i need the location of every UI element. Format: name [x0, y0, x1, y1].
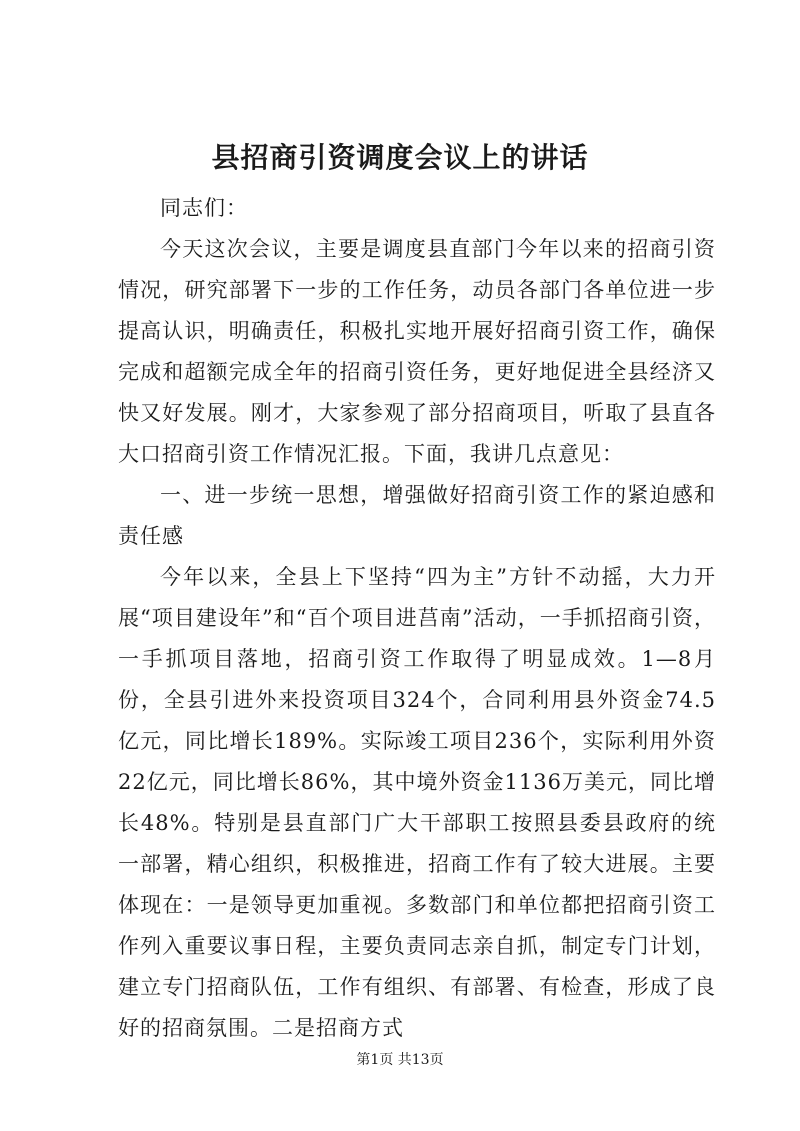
body-paragraph: 今年以来，全县上下坚持“四为主”方针不动摇，大力开展“项目建设年”和“百个项目进莒南”活动，一手抓招商引资，一手抓项目落地，招商引资工作取得了明显成效。1—8月份，全县引进外来投资项目324个，合同利用县外资金74.5亿元，同比增长189%。实际竣工项目236个，实际利用外资22亿元，同比增长86%，其中境外资金1136万美元，同比增长48%。特别是县直部门广大干部职工按照县委县政府的统一部署，精心组织，积极推进，招商工作有了较大进展。主要体现在：一是领导更加重视。多数部门和单位都把招商引资工作列入重要议事日程，主要负责同志亲自抓，制定专门计划，建立专门招商队伍，工作有组织、有部署、有检查，形成了良好的招商氛围。二是招商方式: [118, 565, 716, 1040]
salutation-paragraph: 同志们：: [160, 196, 248, 220]
intro-paragraph: 今天这次会议，主要是调度县直部门今年以来的招商引资情况，研究部署下一步的工作任务，动员各部门各单位进一步提高认识，明确责任，积极扎实地开展好招商引资工作，确保完成和超额完成全年的招商引资任务，更好地促进全县经济又快又好发展。刚才，大家参观了部分招商项目，听取了县直各大口招商引资工作情况汇报。下面，我讲几点意见：: [118, 237, 716, 466]
document-title: 县招商引资调度会议上的讲话: [211, 141, 589, 174]
section-heading-1: 一、进一步统一思想，增强做好招商引资工作的紧迫感和责任感: [118, 483, 716, 548]
document-body: [118, 188, 716, 1049]
page-number-footer: 第1页 共13页: [356, 1052, 444, 1068]
